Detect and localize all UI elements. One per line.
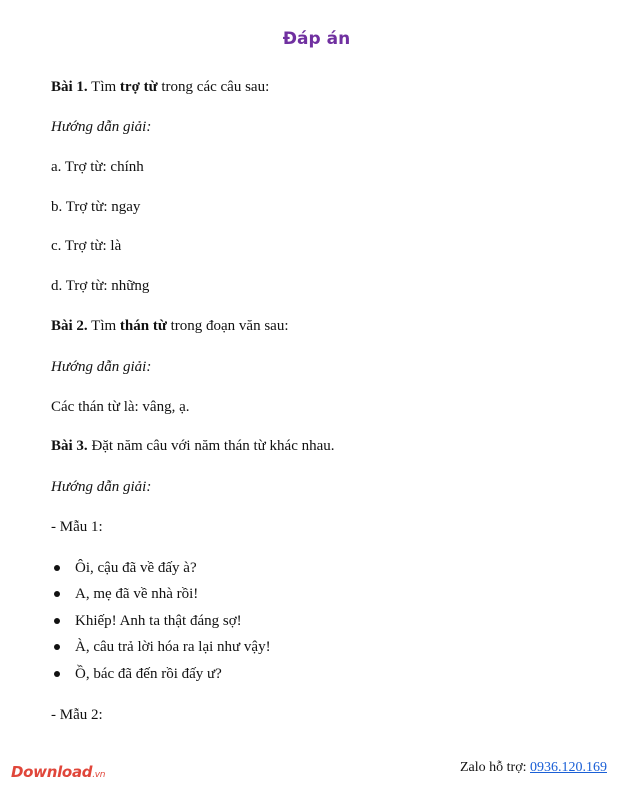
bai2-label: Bài 2. (51, 318, 88, 334)
bullet-icon (54, 591, 60, 597)
zalo-support (460, 760, 607, 776)
bai1-answer-d: d. Trợ từ: những (51, 278, 150, 294)
logo-suffix: .vn (92, 770, 106, 780)
bai2-guide: Hướng dẫn giải: (51, 359, 152, 375)
bai1-post: trong các câu sau: (157, 79, 270, 95)
bullet-icon (54, 671, 60, 677)
bai2-post: trong đoạn văn sau: (166, 318, 289, 334)
page-title: Đáp án (282, 29, 351, 49)
bai1-pre: Tìm (87, 79, 120, 95)
bai1-answer-a: a. Trợ từ: chính (51, 159, 144, 175)
bai2-pre: Tìm (87, 318, 120, 334)
bai3-text: Đặt năm câu với năm thán từ khác nhau. (87, 438, 335, 454)
bai2-answer: Các thán từ là: vâng, ạ. (51, 399, 190, 415)
mau1-label: - Mẫu 1: (51, 519, 103, 535)
zalo-label: Zalo hỗ trợ: (460, 760, 530, 775)
download-logo[interactable] (11, 763, 105, 781)
bai2-heading (51, 316, 289, 336)
bai1-answer-b: b. Trợ từ: ngay (51, 199, 141, 215)
logo-text: Download (11, 763, 93, 781)
bai3-label: Bài 3. (51, 438, 88, 454)
bai1-bold: trợ từ (119, 79, 158, 95)
bai3-heading (51, 436, 335, 456)
bullet-icon (54, 618, 60, 624)
bai1-heading (51, 77, 269, 97)
bai3-guide: Hướng dẫn giải: (51, 479, 152, 495)
bai2-bold: thán từ (119, 318, 167, 334)
zalo-phone-link[interactable]: 0936.120.169 (530, 760, 607, 775)
bullet-icon (54, 644, 60, 650)
bullet-icon (54, 565, 60, 571)
mau2-label: - Mẫu 2: (51, 707, 103, 723)
bai1-answer-c: c. Trợ từ: là (51, 238, 122, 254)
bai1-guide: Hướng dẫn giải: (51, 119, 152, 135)
bai1-label: Bài 1. (51, 79, 88, 95)
